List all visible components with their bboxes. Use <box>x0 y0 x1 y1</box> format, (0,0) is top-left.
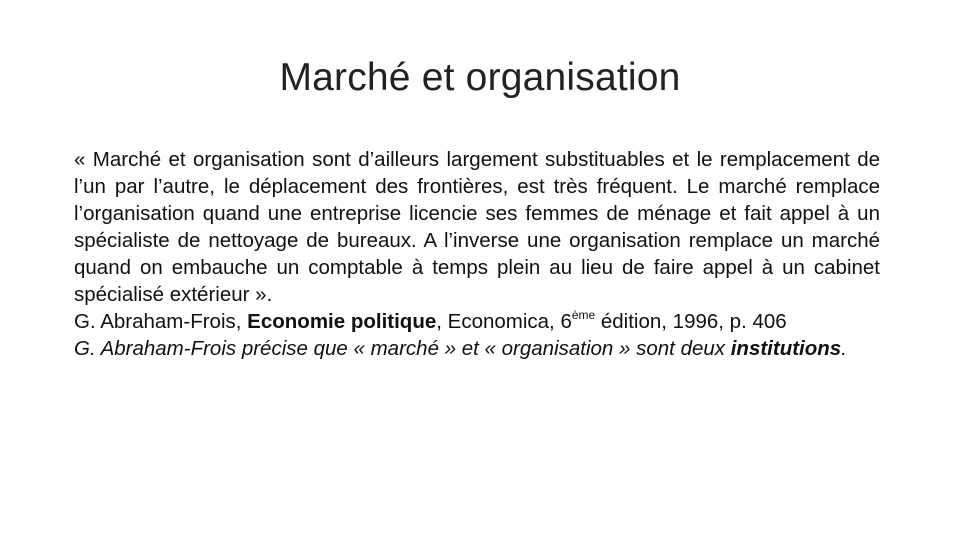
note-end: . <box>841 337 847 360</box>
reference-book-title: Economie politique <box>247 310 437 333</box>
note-bold-term: institutions <box>730 337 842 360</box>
reference-author: G. Abraham-Frois, <box>74 310 248 333</box>
reference-publisher: , Economica, 6 <box>436 310 572 333</box>
note-text: G. Abraham-Frois précise que « marché » et « organisation » sont deux <box>74 337 731 360</box>
reference-edition-superscript: ème <box>571 308 596 322</box>
quote-paragraph: « Marché et organisation sont d’ailleurs largement substituables et le remplacement de l’un par l’autre, le déplacement des frontières, est très fréquent. Le marché remplace l’organisation quand une entreprise licencie ses femmes de ménage et fait appel à un spécialiste de nettoyage de bureaux. A l’inverse une organisation remplace un marché quand on embauche un comptable à temps plein au lieu de faire appel à un cabinet spécialisé extérieur ». <box>74 148 880 306</box>
slide-body <box>74 146 880 362</box>
reference-details: édition, 1996, p. 406 <box>595 310 787 333</box>
reference-paragraph <box>74 308 880 335</box>
note-paragraph <box>74 335 880 362</box>
slide-title: Marché et organisation <box>279 56 681 99</box>
